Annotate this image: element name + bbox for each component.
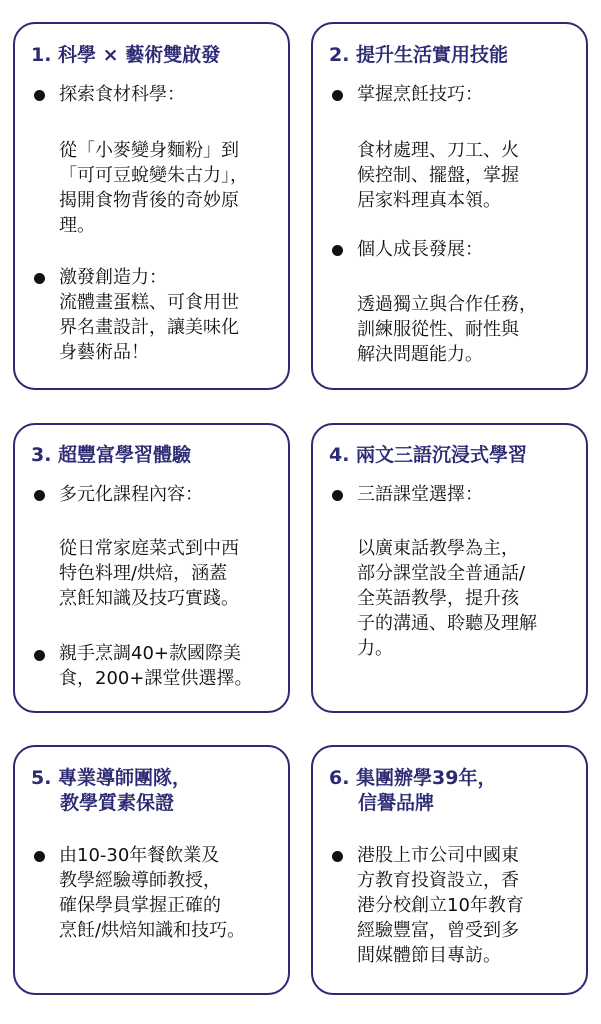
bullet-icon [34, 273, 45, 284]
card-learning-experience [13, 423, 290, 713]
card-title: 4. 兩文三語沉浸式學習 [329, 444, 528, 466]
bullet-body: 港股上市公司中國東 方教育投資設立，香 港分校創立10年教育 經驗豐富，曾受到多 間媒體節目專訪。 [357, 845, 524, 966]
bullet-body: 由10-30年餐飲業及 教學經驗導師教授， 確保學員掌握正確的 烹飪/烘焙知識和技巧。 [59, 845, 246, 941]
bullet-icon [332, 90, 343, 101]
bullet-icon [34, 851, 45, 862]
card-title: 6. 集團辦學39年， 信譽品牌 [329, 767, 497, 814]
card-title: 2. 提升生活實用技能 [329, 44, 509, 66]
bullet-icon [34, 650, 45, 661]
bullet-icon [332, 490, 343, 501]
card-life-skills [311, 22, 588, 390]
card-professional-tutors [13, 745, 290, 995]
bullet-heading: 三語課堂選擇： [357, 484, 483, 505]
bullet-body: 以廣東話教學為主， 部分課堂設全普通話/ 全英語教學，提升孩 子的溝通、聆聽及理解 力。 [357, 538, 537, 659]
card-science-art [13, 22, 290, 390]
card-title: 5. 專業導師團隊， 教學質素保證 [31, 767, 192, 814]
bullet-icon [34, 490, 45, 501]
bullet-heading: 掌握烹飪技巧： [357, 84, 483, 105]
card-group-reputation [311, 745, 588, 995]
bullet-heading: 個人成長發展： [357, 239, 483, 260]
card-title: 3. 超豐富學習體驗 [31, 444, 192, 466]
card-trilingual-learning [311, 423, 588, 713]
bullet-icon [34, 90, 45, 101]
bullet-body: 從日常家庭菜式到中西 特色料理/烘焙，涵蓋 烹飪知識及技巧實踐。 [59, 538, 239, 609]
bullet-body: 從「小麥變身麵粉」到 「可可豆蛻變朱古力」， 揭開食物背後的奇妙原 理。 [59, 140, 248, 236]
bullet-body: 親手烹調40+款國際美 食，200+課堂供選擇。 [59, 643, 253, 689]
bullet-body: 透過獨立與合作任務， 訓練服從性、耐性與 解決問題能力。 [357, 294, 537, 365]
card-title: 1. 科學 × 藝術雙啟發 [31, 44, 221, 66]
bullet-body: 食材處理、刀工、火 候控制、擺盤，掌握 居家料理真本領。 [357, 140, 519, 211]
bullet-heading: 多元化課程內容： [59, 484, 203, 505]
bullet-icon [332, 245, 343, 256]
bullet-body: 激發創造力： 流體畫蛋糕、可食用世 界名畫設計，讓美味化 身藝術品！ [59, 267, 239, 363]
bullet-icon [332, 851, 343, 862]
bullet-heading: 探索食材科學： [59, 84, 185, 105]
